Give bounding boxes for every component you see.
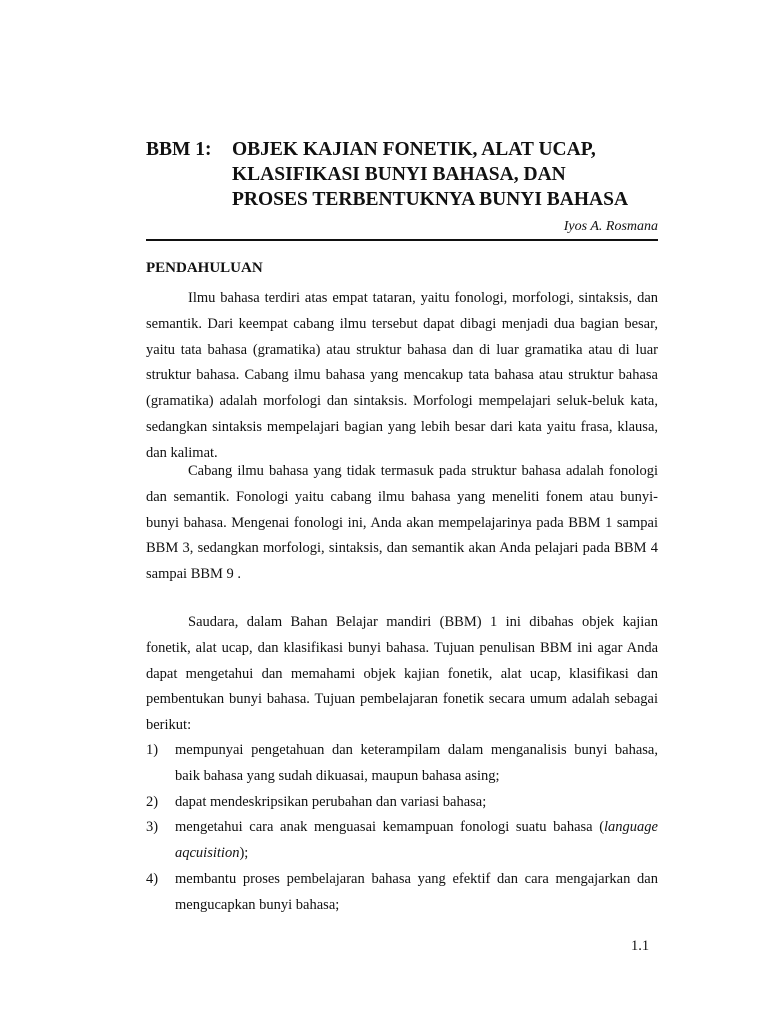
section-heading: PENDAHULUAN: [146, 260, 263, 276]
author-name: Iyos A. Rosmana: [563, 219, 658, 234]
list-item: [146, 867, 658, 919]
chapter-label: BBM 1:: [146, 139, 212, 160]
list-text: membantu proses pembelajaran bahasa yang efektif dan cara mengajarkan dan mengucapkan bunyi bahasa;: [175, 870, 658, 913]
paragraph-2: Cabang ilmu bahasa yang tidak termasuk pada struktur bahasa adalah fonologi dan semantik. Fonologi yaitu cabang ilmu bahasa yang meneliti fonem atau bunyi-bunyi bahasa. Mengenai fonologi ini, Anda akan mempelajarinya pada BBM 1 sampai BBM 3, sedangkan morfologi, sintaksis, dan semantik akan Anda pelajari pada BBM 4 sampai BBM 9 .: [146, 463, 658, 583]
list-text: dapat mendeskripsikan perubahan dan variasi bahasa;: [175, 793, 487, 810]
paragraph-1: Ilmu bahasa terdiri atas empat tataran, yaitu fonologi, morfologi, sintaksis, dan semantik. Dari keempat cabang ilmu tersebut dapat dibagi menjadi dua bagian besar, yaitu tata bahasa (gramatika) atau struktur bahasa dan di luar gramatika atau di luar struktur bahasa. Cabang ilmu bahasa yang mencakup tata bahasa atau struktur bahasa (gramatika) adalah morfologi dan sintaksis. Morfologi mempelajari seluk-beluk kata, sedangkan sintaksis mempelajari bagian yang lebih besar dari kata yaitu frasa, klausa, dan kalimat.: [146, 290, 658, 461]
list-number: 3): [146, 819, 159, 836]
title-line: KLASIFIKASI BUNYI BAHASA, DAN: [232, 164, 566, 185]
list-text-italic: language aqcuisition: [175, 819, 658, 862]
list-text: mempunyai pengetahuan dan keterampilam dalam menganalisis bunyi bahasa, baik bahasa yang sudah dikuasai, maupun bahasa asing;: [175, 742, 658, 784]
title-line: OBJEK KAJIAN FONETIK, ALAT UCAP,: [232, 139, 596, 160]
page-number: 1.1: [631, 938, 650, 954]
title-divider: [146, 239, 658, 241]
list-item: [146, 790, 658, 816]
title-line: PROSES TERBENTUKNYA BUNYI BAHASA: [232, 189, 629, 210]
list-number: 2): [146, 793, 159, 810]
chapter-title: [146, 137, 666, 212]
title-row: [146, 137, 666, 212]
list-text-end: );: [239, 845, 249, 862]
objectives-list: [146, 738, 658, 919]
list-number: 1): [146, 742, 159, 758]
list-item: [146, 815, 658, 867]
paragraph-3: Saudara, dalam Bahan Belajar mandiri (BBM) 1 ini dibahas objek kajian fonetik, alat ucap, dan klasifikasi bunyi bahasa. Tujuan penulisan BBM ini agar Anda dapat mengetahui dan memahami objek kajian fonetik, alat ucap, klasifikasi dan pembentukan bunyi bahasa. Tujuan pembelajaran fonetik secara umum adalah sebagai berikut:: [146, 614, 658, 734]
list-item: [146, 738, 658, 790]
list-number: 4): [146, 870, 159, 887]
list-text: mengetahui cara anak menguasai kemampuan fonologi suatu bahasa (: [175, 819, 605, 836]
title-lines: [232, 137, 628, 212]
